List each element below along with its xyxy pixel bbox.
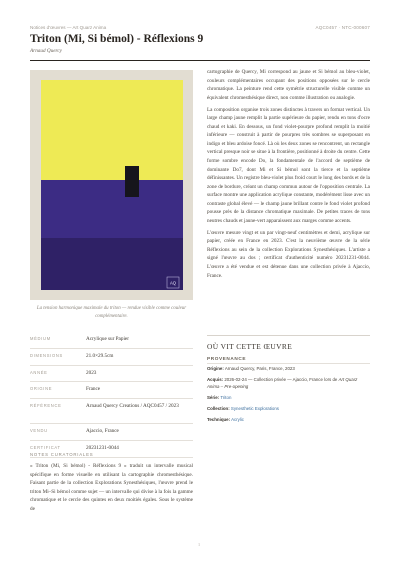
artwork-caption: La tension harmonique maximale du triton — rendue visible comme couleur complémentaire. bbox=[36, 306, 187, 319]
meta-key: ORIGINE bbox=[30, 386, 53, 392]
artist-name: Arnaud Quercy bbox=[30, 48, 62, 54]
meta-value: France bbox=[86, 386, 101, 393]
meta-row-dimensions bbox=[30, 349, 193, 366]
meta-value: Acrylique sur Papier bbox=[86, 336, 129, 342]
provenance-origin-label: Origine: bbox=[207, 366, 224, 371]
description-paragraph: L'œuvre mesure vingt et un par vingt-neuf centimètres et demi, acrylique sur papier, créée en France en 2023. C'est la neuvième œuvre de la série Réflexions au sein de la collection Explorations Synesthésiques. L'artiste a signé l'œuvre au dos ; certificat d'authenticité numéro 20231231-0044. L'œuvre a été vendue et est détenue dans une collection privée à Ajaccio, France. bbox=[207, 229, 370, 279]
provenance-divider bbox=[207, 363, 370, 364]
curatorial-notes-text: « Triton (Mi, Si bémol) - Réflexions 9 » traduit un intervalle musical spécifique en forme visuelle en utilisant la cartographie chromesthésique. Faisant partie de la collection Explorations Synesthésiques, l'œuvre prend le triton Mi–Si bémol comme sujet — un intervalle qui divise à la fois la gamme chromatique et le cercle des quintes en deux moitiés égales. Sous le système de bbox=[30, 463, 193, 512]
provenance-acquired-value: 2026-02-24 — Collection privée — Ajaccio, France lors de bbox=[224, 376, 338, 382]
description-paragraph: La composition organise trois zones distinctes à travers un format vertical. Un large champ jaune remplit la partie supérieure du papier, rendu en tons d'ocre chaud et kaki. En dessous, un fond violet-pourpre profond remplit la moitié inférieure — construit à partir de pourpres très sombres se superposant en indigo et bleu ardoise foncé. Là où les deux zones se rencontrent, un rectangle vertical presque noir se situe à la frontière, positionné à droite du centre. Cette forme sombre encode Do, la fondamentale de l'accord de septième de dominante Do7, dont Mi et Si bémol sont la tierce et la septième définissantes. Un registre bleu-violet plus froid court le long des bords et de la zone de bordure, créant un champ commun autour de l'opposition centrale. La surface montre une application acrylique constante, modérément lisse avec un contraste global élevé — le champ jaune brillant contre le fond violet profond pousse près de la distance chromatique maximale. De petites traces de tons neutres chauds et jaune-vert apparaissent aux marges comme accents. bbox=[207, 106, 370, 224]
meta-value: Ajaccio, France bbox=[86, 428, 119, 435]
meta-row-medium bbox=[30, 332, 193, 349]
provenance-series bbox=[207, 395, 370, 402]
provenance-collection-label: Collection: bbox=[207, 405, 230, 411]
collection-link[interactable]: Synesthetic Explorations bbox=[230, 405, 280, 411]
artwork-yellow-field bbox=[41, 80, 183, 180]
meta-row-reference bbox=[30, 399, 193, 424]
meta-row-sold bbox=[30, 424, 193, 441]
technique-link[interactable]: Acrylic bbox=[231, 416, 245, 422]
provenance-origin bbox=[207, 366, 370, 373]
breadcrumb: Notices d'œuvres — Art Quarz Anima bbox=[30, 25, 107, 30]
curatorial-notes-heading: NOTES CURATORIALES bbox=[30, 452, 94, 457]
provenance-series-label: Série: bbox=[207, 394, 220, 400]
meta-key: DIMENSIONS bbox=[30, 352, 63, 358]
meta-row-year bbox=[30, 366, 193, 383]
provenance-list bbox=[207, 366, 370, 427]
series-link[interactable]: Triton bbox=[220, 394, 232, 400]
meta-value: Arnaud Quercy Creations / AQC0457 / 2023 bbox=[86, 403, 179, 410]
metadata-table bbox=[30, 332, 193, 458]
artwork-black-rectangle bbox=[125, 166, 139, 197]
meta-key: VENDU bbox=[30, 428, 48, 434]
page-title: Triton (Mi, Si bémol) - Réflexions 9 bbox=[30, 33, 204, 45]
provenance-collection bbox=[207, 406, 370, 413]
provenance-technique bbox=[207, 417, 370, 424]
reference-code: AQC0457 · NTC-000607 bbox=[315, 25, 370, 30]
title-divider bbox=[30, 60, 370, 61]
description-paragraph: cartographie de Quercy, Mi correspond au jaune et Si bémol au bleu-violet, couleurs complémentaires occupant des positions opposées sur le cercle chromatique. La peinture rend cette symétrie structurelle visible comme un équivalent chromesthésique direct, non comme illustration ou analogie. bbox=[207, 69, 370, 101]
location-divider bbox=[207, 335, 370, 336]
meta-key: ANNÉE bbox=[30, 369, 48, 375]
artwork-image bbox=[30, 70, 193, 300]
artwork-dark-band bbox=[41, 238, 183, 290]
artwork-painting bbox=[30, 70, 193, 300]
page-number: 1 bbox=[198, 542, 201, 547]
provenance-acquired-event: Art Quarz Anima – Pre-opening bbox=[207, 376, 358, 389]
description-column bbox=[207, 68, 370, 284]
artwork-signature: AQ bbox=[169, 280, 177, 286]
location-heading: OÙ VIT CETTE ŒUVRE bbox=[207, 342, 293, 351]
provenance-acquired-label: Acquis: bbox=[207, 376, 224, 382]
provenance-heading: PROVENANCE bbox=[207, 356, 247, 361]
meta-row-origin bbox=[30, 382, 193, 399]
provenance-acquired bbox=[207, 377, 370, 391]
meta-value: 21.0×29.5cm bbox=[86, 352, 114, 359]
meta-key: CERTIFICAT bbox=[30, 444, 61, 450]
provenance-origin-value: Arnaud Quercy, Paris, France, 2023 bbox=[224, 366, 295, 371]
meta-key: MÉDIUM bbox=[30, 336, 51, 341]
provenance-technique-label: Technique: bbox=[207, 416, 231, 422]
meta-value: 2023 bbox=[86, 369, 97, 376]
meta-key: RÉFÉRENCE bbox=[30, 403, 62, 409]
meta-value: 20231231-0044 bbox=[86, 444, 119, 451]
